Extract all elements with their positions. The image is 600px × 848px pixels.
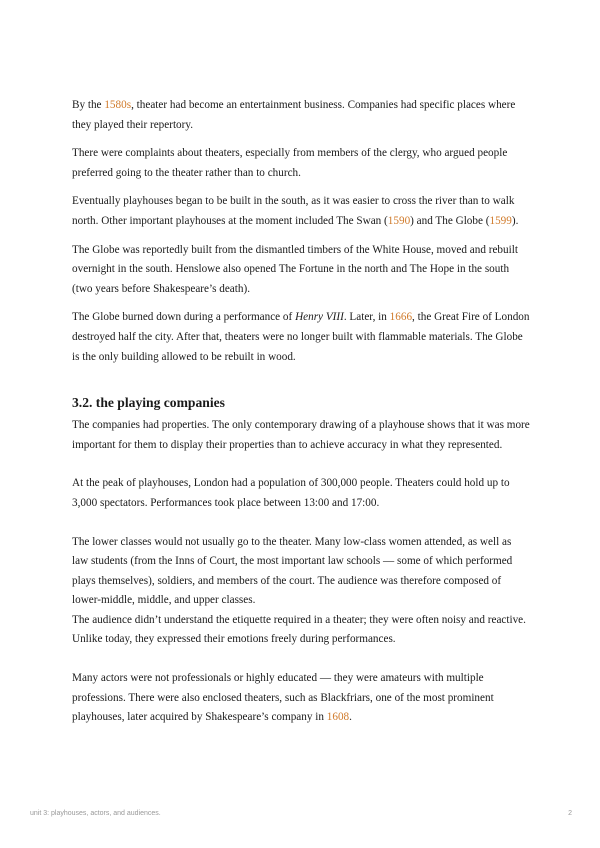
paragraph-globe-burned: The Globe burned down during a performance of Henry VIII. Later, in 1666, the Great Fire of London destroyed half the city. After that, theaters were no longer built with flammable materials. The Globe is the only building allowed to be rebuilt in wood.	[72, 311, 530, 363]
year-highlight: 1599	[489, 214, 512, 227]
paragraph-properties: The companies had properties. The only contemporary drawing of a playhouse shows that it was more important for them to display their properties than to achieve accuracy in what they represented.	[72, 419, 530, 451]
paragraph-complaints: There were complaints about theaters, especially from members of the clergy, who argued people preferred going to the theater rather than to church.	[72, 147, 508, 179]
paragraph-audience-etiquette: The audience didn’t understand the etiquette required in a theater; they were often noisy and reactive. Unlike today, they expressed their emotions freely during performances.	[72, 613, 526, 646]
page-number: 2	[568, 810, 572, 817]
play-title: Henry VIII	[295, 311, 344, 324]
paragraph-audience-classes: The lower classes would not usually go to the theater. Many low-class women attended, as well as law students (from the Inns of Court, the most important law schools — some of which performed plays themselves), soldiers, and members of the court. The audience was therefore composed of lower-middle, middle, and upper classes.	[72, 535, 513, 607]
footer-unit-title: unit 3: playhouses, actors, and audiences.	[30, 810, 161, 817]
document-page	[72, 96, 530, 737]
section-heading: 3.2. the playing companies	[72, 395, 225, 411]
year-highlight: 1666	[389, 311, 413, 324]
year-highlight: 1590	[387, 214, 411, 227]
paragraph-globe-built: The Globe was reportedly built from the dismantled timbers of the White House, moved and rebuilt overnight in the south. Henslowe also opened The Fortune in the north and The Hope in the south (two years before Shakespeare’s death).	[72, 243, 518, 295]
year-highlight: 1580s	[104, 99, 132, 111]
paragraph-repertory: By the 1580s, theater had become an entertainment business. Companies had specific places where they played their repertory.	[72, 99, 516, 131]
page-footer	[30, 810, 572, 817]
year-highlight: 1608	[326, 711, 350, 724]
paragraph-playhouses-south: Eventually playhouses began to be built in the south, as it was easier to cross the river than to walk north. Other important playhouses at the moment included The Swan (1590) and The Globe (1599).	[72, 195, 519, 227]
paragraph-population: At the peak of playhouses, London had a population of 300,000 people. Theaters could hold up to 3,000 spectators. Performances took place between 13:00 and 17:00.	[72, 477, 510, 509]
paragraph-actors: Many actors were not professionals or highly educated — they were amateurs with multiple professions. There were also enclosed theaters, such as Blackfriars, one of the most prominent playhouses, later acquired by Shakespeare’s company in 1608.	[72, 672, 494, 724]
